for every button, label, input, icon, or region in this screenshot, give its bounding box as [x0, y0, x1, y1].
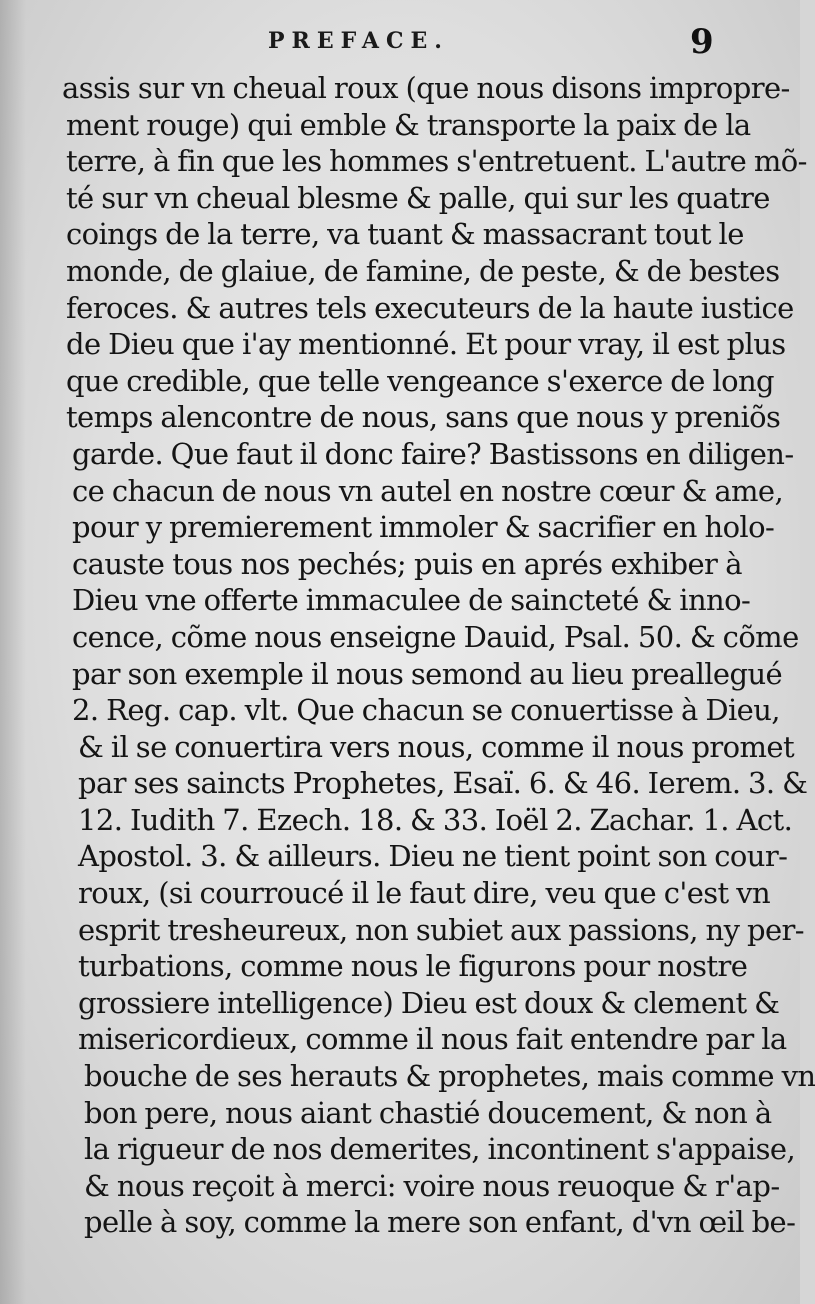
text-line: bon pere, nous aiant chastié doucement, & non à [84, 1095, 772, 1130]
text-line: par ses saincts Prophetes, Esaï. 6. & 46. Ierem. 3. & [78, 766, 808, 801]
text-line: temps alencontre de nous, sans que nous y preniõs [66, 400, 781, 435]
text-line: & il se conuertira vers nous, comme il nous promet [78, 729, 795, 764]
page-header [0, 24, 800, 64]
text-line: que credible, que telle vengeance s'exerce de long [66, 363, 775, 398]
text-line: 12. Iudith 7. Ezech. 18. & 33. Ioël 2. Zachar. 1. Act. [78, 802, 793, 837]
text-line: pelle à soy, comme la mere son enfant, d'vn œil be- [84, 1205, 796, 1240]
text-line: de Dieu que i'ay mentionné. Et pour vray, il est plus [66, 327, 786, 362]
text-line: cence, cõme nous enseigne Dauid, Psal. 50. & cõme [72, 619, 799, 654]
text-line: & nous reçoit à merci: voire nous reuoque & r'ap- [84, 1168, 780, 1203]
text-line: causte tous nos pechés; puis en aprés exhiber à [72, 546, 742, 581]
running-head: PREFACE. [268, 28, 449, 54]
text-line: té sur vn cheual blesme & palle, qui sur les quatre [66, 180, 770, 215]
page-number: 9 [690, 22, 714, 62]
text-line: terre, à fin que les hommes s'entretuent. L'autre mõ- [66, 144, 807, 179]
text-line: bouche de ses herauts & prophetes, mais comme vn [84, 1059, 815, 1094]
text-line: monde, de glaiue, de famine, de peste, & de bestes [66, 253, 780, 288]
text-line: ce chacun de nous vn autel en nostre cœur & ame, [72, 473, 784, 508]
text-line: garde. Que faut il donc faire? Bastissons en diligen- [72, 436, 794, 471]
body-text [58, 70, 815, 1241]
text-line: pour y premierement immoler & sacrifier en holo- [72, 510, 775, 545]
text-line: turbations, comme nous le figurons pour nostre [78, 949, 748, 984]
text-line: ment rouge) qui emble & transporte la paix de la [66, 107, 751, 142]
text-line: Apostol. 3. & ailleurs. Dieu ne tient point son cour- [78, 839, 788, 874]
text-line: roux, (si courroucé il le faut dire, veu que c'est vn [78, 876, 771, 911]
text-line: la rigueur de nos demerites, incontinent s'appaise, [84, 1132, 796, 1167]
text-line: feroces. & autres tels executeurs de la haute iustice [66, 290, 794, 325]
text-line: esprit tresheureux, non subiet aux passions, ny per- [78, 912, 805, 947]
text-line: misericordieux, comme il nous fait entendre par la [78, 1022, 787, 1057]
text-line: grossiere intelligence) Dieu est doux & clement & [78, 985, 780, 1020]
text-line: par son exemple il nous semond au lieu preallegué [72, 656, 783, 691]
text-line: assis sur vn cheual roux (que nous disons impropre- [62, 71, 790, 105]
text-line: 2. Reg. cap. vlt. Que chacun se conuertisse à Dieu, [72, 693, 780, 728]
text-line: Dieu vne offerte immaculee de saincteté & inno- [72, 583, 751, 618]
text-line: coings de la terre, va tuant & massacrant tout le [66, 217, 744, 252]
